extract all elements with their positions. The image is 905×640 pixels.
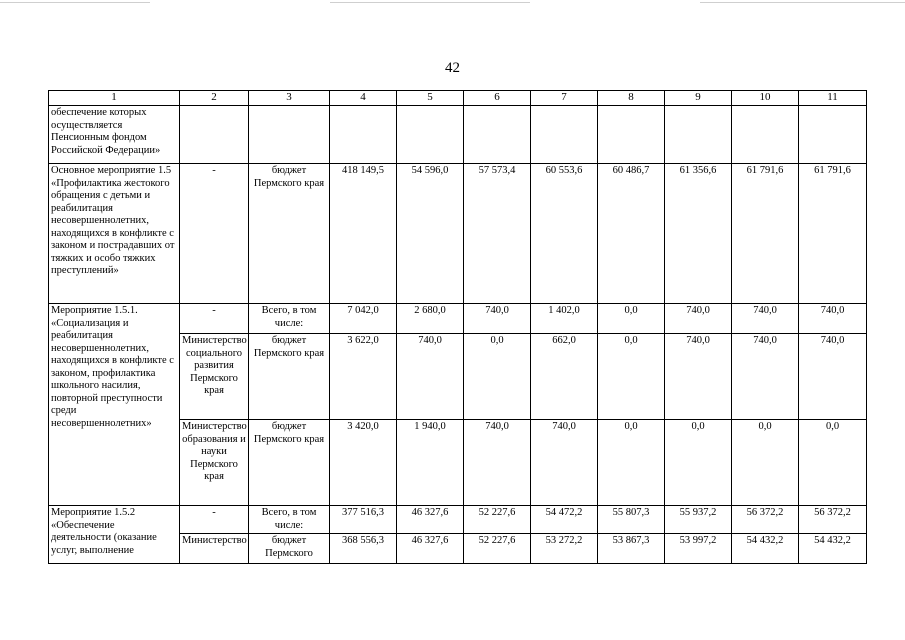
value-cell: 60 553,6 [531,164,598,304]
executor-cell: Министерство образования и науки Пермского края [180,420,249,506]
value-cell: 55 937,2 [665,506,732,534]
measure-name-cell: Основное мероприятие 1.5 «Профилактика жестокого обращения с детьми и реабилитация несовершеннолетних, находящихся в конфликте с законом и пострадавших от тяжких и особо тяжких преступлений» [49,164,180,304]
column-header: 5 [397,91,464,106]
column-header: 7 [531,91,598,106]
value-cell: 52 227,6 [464,506,531,534]
value-cell: 740,0 [665,334,732,420]
value-cell: 0,0 [665,420,732,506]
value-cell: 46 327,6 [397,506,464,534]
column-header: 6 [464,91,531,106]
measure-name-cell: Мероприятие 1.5.1. «Социализация и реабилитация несовершеннолетних, находящихся в конфликте с законом, профилактика школьного насилия, повторной преступности среди несовершеннолетних» [49,304,180,506]
executor-cell: Министерство [180,534,249,564]
column-header: 1 [49,91,180,106]
value-cell [598,106,665,164]
value-cell: 53 997,2 [665,534,732,564]
header-row [49,91,867,106]
column-header: 4 [330,91,397,106]
scan-edge-line [330,2,530,3]
funding-source-cell: Всего, в том числе: [249,506,330,534]
value-cell: 55 807,3 [598,506,665,534]
value-cell [531,106,598,164]
value-cell [665,106,732,164]
value-cell: 740,0 [732,334,799,420]
value-cell: 662,0 [531,334,598,420]
value-cell [397,106,464,164]
measure-name-cell: Мероприятие 1.5.2 «Обеспечение деятельности (оказание услуг, выполнение [49,506,180,564]
value-cell: 0,0 [598,334,665,420]
value-cell: 418 149,5 [330,164,397,304]
value-cell: 1 940,0 [397,420,464,506]
page-number: 42 [445,60,460,76]
value-cell [330,106,397,164]
value-cell: 57 573,4 [464,164,531,304]
value-cell: 61 791,6 [799,164,867,304]
column-header: 3 [249,91,330,106]
funding-source-cell: бюджет Пермского края [249,334,330,420]
value-cell: 54 432,2 [799,534,867,564]
scan-edge-line [0,2,150,3]
table-row [49,164,867,304]
value-cell: 61 791,6 [732,164,799,304]
table-row [49,304,867,334]
table-row [49,506,867,534]
column-header: 9 [665,91,732,106]
funding-source-cell: бюджет Пермского края [249,420,330,506]
measure-name-cell: обеспечение которых осуществляется Пенсионным фондом Российской Федерации» [49,106,180,164]
column-header: 10 [732,91,799,106]
value-cell: 740,0 [665,304,732,334]
scan-edge-line [700,2,905,3]
value-cell: 740,0 [464,304,531,334]
value-cell: 54 432,2 [732,534,799,564]
value-cell: 0,0 [464,334,531,420]
executor-cell: Министерство социального развития Пермского края [180,334,249,420]
table-row [49,106,867,164]
value-cell: 1 402,0 [531,304,598,334]
value-cell: 0,0 [799,420,867,506]
executor-cell: - [180,506,249,534]
value-cell: 0,0 [732,420,799,506]
funding-source-cell: бюджет Пермского края [249,164,330,304]
value-cell [732,106,799,164]
funding-source-cell: бюджет Пермского [249,534,330,564]
value-cell [464,106,531,164]
value-cell: 53 272,2 [531,534,598,564]
value-cell: 54 472,2 [531,506,598,534]
funding-source-cell: Всего, в том числе: [249,304,330,334]
value-cell: 2 680,0 [397,304,464,334]
executor-cell [180,106,249,164]
value-cell: 740,0 [397,334,464,420]
value-cell: 53 867,3 [598,534,665,564]
value-cell: 368 556,3 [330,534,397,564]
funding-source-cell [249,106,330,164]
value-cell: 7 042,0 [330,304,397,334]
value-cell: 61 356,6 [665,164,732,304]
value-cell: 740,0 [799,334,867,420]
budget-table [48,90,867,564]
value-cell: 740,0 [531,420,598,506]
value-cell: 3 622,0 [330,334,397,420]
value-cell: 46 327,6 [397,534,464,564]
value-cell: 377 516,3 [330,506,397,534]
value-cell: 740,0 [464,420,531,506]
value-cell: 740,0 [732,304,799,334]
value-cell [799,106,867,164]
column-header: 8 [598,91,665,106]
value-cell: 740,0 [799,304,867,334]
value-cell: 56 372,2 [799,506,867,534]
value-cell: 3 420,0 [330,420,397,506]
value-cell: 0,0 [598,420,665,506]
value-cell: 52 227,6 [464,534,531,564]
executor-cell: - [180,164,249,304]
column-header: 11 [799,91,867,106]
value-cell: 56 372,2 [732,506,799,534]
column-header: 2 [180,91,249,106]
value-cell: 0,0 [598,304,665,334]
executor-cell: - [180,304,249,334]
value-cell: 60 486,7 [598,164,665,304]
value-cell: 54 596,0 [397,164,464,304]
